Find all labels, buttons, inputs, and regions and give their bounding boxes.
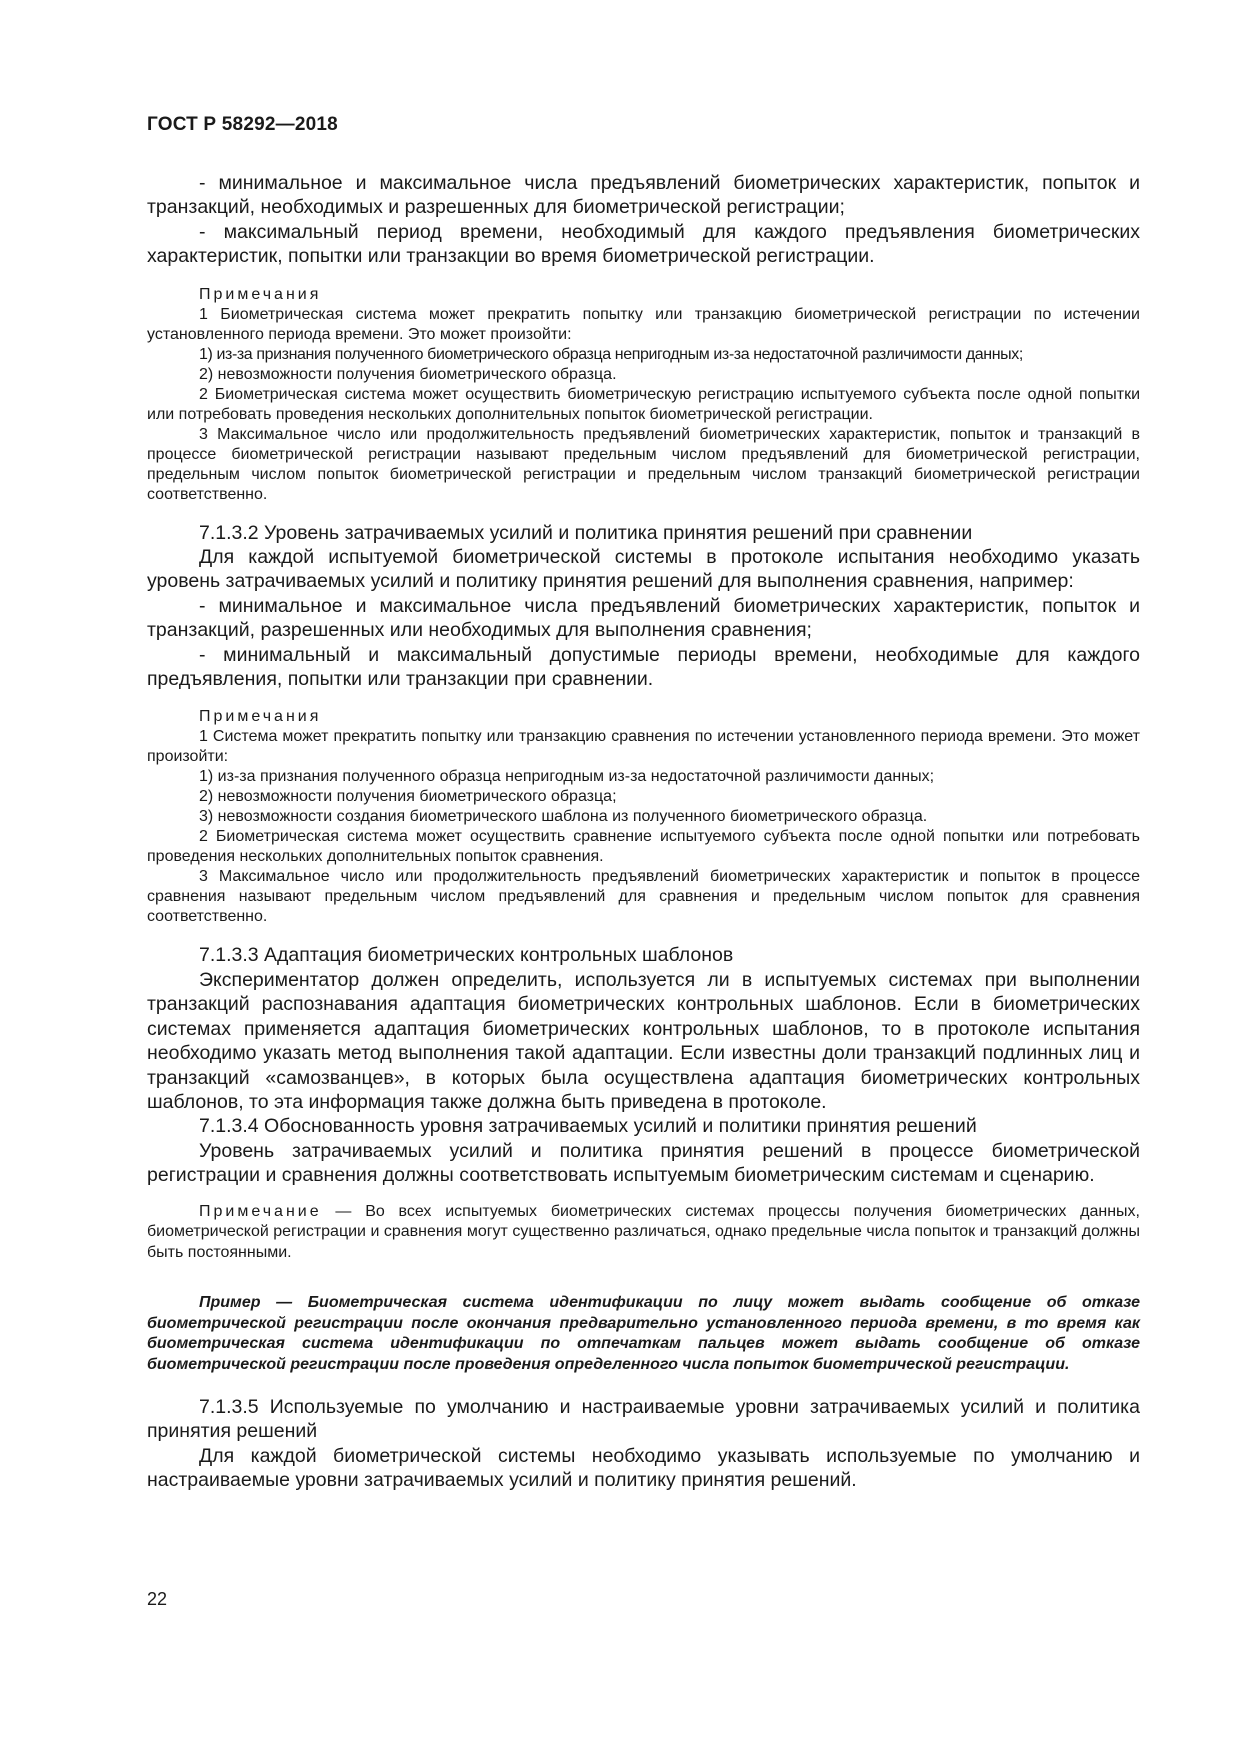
notes-heading: Примечания [199, 708, 322, 726]
document-body [147, 171, 1140, 1493]
paragraph: - минимальное и максимальное числа предъявлений биометрических характеристик, попыток и транзакций, разрешенных или необходимых для выполнения сравнения; [147, 594, 1140, 642]
document-header: ГОСТ Р 58292—2018 [147, 114, 338, 135]
notes-heading: Примечания [199, 285, 322, 303]
note-subitem: 1) из-за признания полученного образца непригодным из-за недостаточной различимости данных; [199, 768, 935, 786]
note-item: 3 Максимальное число или продолжительность предъявлений биометрических характеристик, попыток и транзакций в процессе биометрической регистрации называют предельным числом предъявлений для биометрической регистрации, предельным числом попыток биометрической регистрации и предельным числом транзакций биометрической регистрации соответственно. [147, 425, 1140, 503]
paragraph: Уровень затрачиваемых усилий и политика принятия решений в процессе биометрической регистрации и сравнения должны соответствовать испытуемым биометрическим системам и сценарию. [147, 1139, 1140, 1187]
inline-note-text: — Во всех испытуемых биометрических системах процессы получения биометрических данных, биометрической регистрации и сравнения могут существенно различаться, однако предельные числа попыток и транзакций должны быть постоянными. [147, 1202, 1140, 1261]
note-item: 1 Система может прекратить попытку или транзакцию сравнения по истечении установленного периода времени. Это может произойти: [147, 728, 1140, 766]
paragraph: Для каждой биометрической системы необходимо указывать используемые по умолчанию и настраиваемые уровни затрачиваемых усилий и политику принятия решений. [147, 1444, 1140, 1492]
note-item: 2 Биометрическая система может осуществить сравнение испытуемого субъекта после одной попытки или потребовать проведения нескольких дополнительных попыток сравнения. [147, 828, 1140, 866]
paragraph: - минимальное и максимальное числа предъявлений биометрических характеристик, попыток и транзакций, необходимых и разрешенных для биометрической регистрации; [147, 172, 1140, 219]
note-item: 3 Максимальное число или продолжительность предъявлений биометрических характеристик и попыток в процессе сравнения называют предельным числом предъявлений для сравнения и предельным числом попыток для сравнения соответственно. [147, 868, 1140, 926]
note-item: 2 Биометрическая система может осуществить биометрическую регистрацию испытуемого субъекта после одной попытки или потребовать проведения нескольких дополнительных попыток биометрической регистрации. [147, 385, 1140, 423]
note-subitem: 1) из-за признания полученного биометрического образца непригодным из-за недостаточной различимости данных; [199, 345, 1023, 363]
inline-note-label: Примечание [199, 1202, 322, 1220]
note-subitem: 2) невозможности получения биометрического образца; [199, 788, 617, 806]
paragraph: Для каждой испытуемой биометрической системы в протоколе испытания необходимо указать уровень затрачиваемых усилий и политику принятия решений для выполнения сравнения, например: [147, 546, 1140, 593]
section-title: 7.1.3.2 Уровень затрачиваемых усилий и политика принятия решений при сравнении [199, 521, 973, 544]
note-subitem: 3) невозможности создания биометрического шаблона из полученного биометрического образца. [199, 808, 928, 826]
note-item: 1 Биометрическая система может прекратить попытку или транзакцию биометрической регистрации по истечении установленного периода времени. Это может произойти: [147, 305, 1140, 343]
page-number: 22 [147, 1589, 168, 1609]
paragraph: - минимальный и максимальный допустимые периоды времени, необходимые для каждого предъявления, попытки или транзакции при сравнении. [147, 643, 1140, 691]
paragraph: Экспериментатор должен определить, используется ли в испытуемых системах при выполнении транзакций распознавания адаптация биометрических контрольных шаблонов. Если в биометрических системах применяется адаптация биометрических контрольных шаблонов, то в протоколе испытания необходимо указать метод выполнения такой адаптации. Если известны доли транзакций подлинных лиц и транзакций «самозванцев», в которых была осуществлена адаптация биометрических контрольных шаблонов, то эта информация также должна быть приведена в протоколе. [147, 968, 1140, 1113]
paragraph: - максимальный период времени, необходимый для каждого предъявления биометрических характеристик, попытки или транзакции во время биометрической регистрации. [147, 220, 1140, 268]
note-subitem: 2) невозможности получения биометрического образца. [199, 365, 617, 383]
example-block: Пример — Биометрическая система идентификации по лицу может выдать сообщение об отказе биометрической регистрации после окончания предварительно установленного периода времени, в то время как биометрическая система идентификации по отпечаткам пальцев может выдать сообщение об отказе биометрической регистрации после проведения определенного числа попыток биометрической регистрации. [147, 1294, 1140, 1373]
section-title: 7.1.3.5 Используемые по умолчанию и настраиваемые уровни затрачиваемых усилий и политика принятия решений [147, 1396, 1140, 1443]
inline-note [147, 1202, 1140, 1264]
section-title: 7.1.3.3 Адаптация биометрических контрольных шаблонов [199, 944, 734, 967]
section-title: 7.1.3.4 Обоснованность уровня затрачиваемых усилий и политики принятия решений [199, 1115, 977, 1138]
